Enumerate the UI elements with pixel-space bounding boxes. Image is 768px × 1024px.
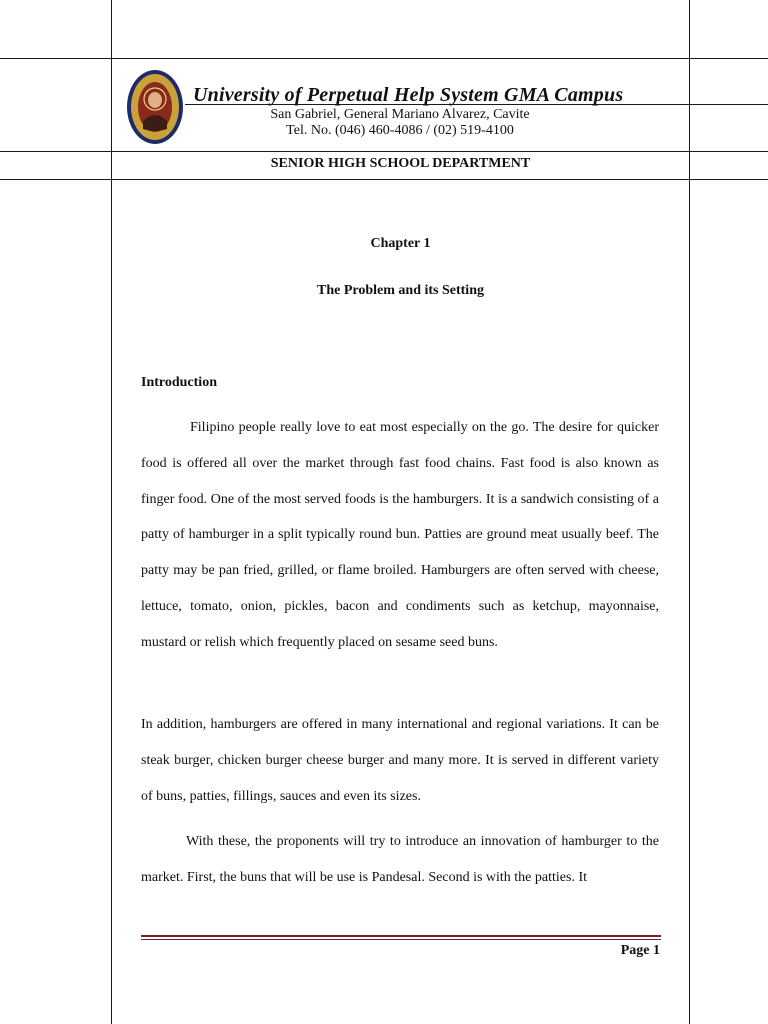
campus-address: San Gabriel, General Mariano Alvarez, Cavite <box>270 107 530 122</box>
header-bottom-rule <box>0 179 768 180</box>
left-border <box>111 0 112 1024</box>
page-number: Page 1 <box>620 943 660 958</box>
department-name: SENIOR HIGH SCHOOL DEPARTMENT <box>270 156 531 171</box>
footer-rule <box>141 939 661 940</box>
campus-phone: Tel. No. (046) 460-4086 / (02) 519-4100 <box>286 123 514 138</box>
body-paragraph: Filipino people really love to eat most especially on the go. The desire for quicker food is offered all over the market through fast food chains. Fast food is also known as finger food. One of the most served foods is the hamburgers. It is a sandwich consisting of a patty of hamburger in a split typically round bun. Patties are ground meat usually beef. The patty may be pan fried, grilled, or flame broiled. Hamburgers are often served with cheese, lettuce, tomato, onion, pickles, bacon and condiments such as ketchup, mayonnaise, mustard or relish which frequently placed on sesame seed buns. <box>141 420 659 650</box>
header-top-rule <box>0 58 768 59</box>
body-paragraph: In addition, hamburgers are offered in many international and regional variations. It can be steak burger, chicken burger cheese burger and many more. It is served in different variety of buns, patties, fillings, sauces and even its sizes. <box>141 717 659 804</box>
header-divider-rule <box>0 151 768 152</box>
university-seal-icon <box>126 69 184 145</box>
chapter-title: The Problem and its Setting <box>317 283 484 298</box>
chapter-number: Chapter 1 <box>370 236 431 251</box>
body-paragraph: With these, the proponents will try to introduce an innovation of hamburger to the market. First, the buns that will be use is Pandesal. Second is with the patties. It <box>141 834 659 885</box>
section-heading: Introduction <box>141 375 217 390</box>
right-border <box>689 0 690 1024</box>
footer-rule <box>141 935 661 937</box>
university-name: University of Perpetual Help System GMA Campus <box>193 84 624 106</box>
